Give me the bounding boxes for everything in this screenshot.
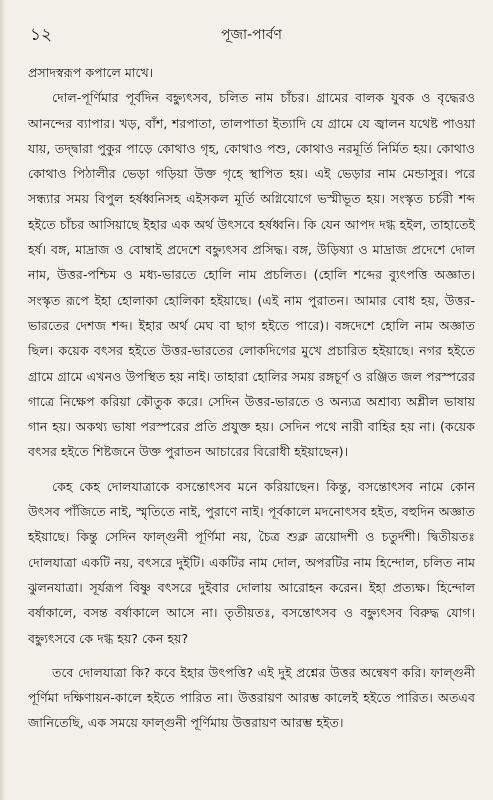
body-text (28, 60, 475, 736)
page-number: ১২ (30, 25, 53, 45)
paragraph-4: তবে দোলযাত্রা কি? কবে ইহার উৎপত্তি? এই দুই প্রশ্নের উত্তর অন্বেষণ করি। ফাল্গুনী পূর্ণিমা দক্ষিণায়ন-কালে হইতে পারিত না। উত্তরায়ণ আরম্ভ কালেই হইতে পারিত। অতএব জানিতেছি, এক সময়ে ফাল্গুনী পূর্ণিমায় উত্তরায়ণ আরম্ভ হইত। (28, 664, 475, 731)
paragraph-2: দোল-পূর্ণিমার পূর্বদিন বহ্ন্যুৎসব, চলিত নাম চাঁচর। গ্রামের বালক যুবক ও বৃদ্ধেরও আনন্দের ব্যাপার। খড়, বাঁশ, শরপাতা, তালপাতা ইত্যাদি যে গ্রামে যে জ্বালন যথেষ্ট পাওয়া যায়, তদ্দ্বারা পুকুর পাড়ে কোথাও গৃহ, কোথাও পশু, কোথাও নরমূর্তি নির্মিত হয়। কোথাও কোথাও পিঠালীর ভেড়া গড়িয়া উক্ত গৃহে স্থাপিত হয়। এই ভেড়ার নাম মেন্ডাসুর। পরে সন্ধ্যার সময় বিপুল হর্ষধ্বনিসহ এইসকল মূর্তি অগ্নিযোগে ভস্মীভূত হয়। সংস্কৃত চর্চরী শব্দ হইতে চাঁচর আসিয়াছে ইহার এক অর্থ উৎসবে হর্ষধ্বনি। কি যেন আপদ দগ্ধ হইল, তাহাতেই হর্ষ। বঙ্গ, মাদ্রাজ ও বোম্বাই প্রদেশে বহ্ন্যুৎসব প্রসিদ্ধ। বঙ্গ, উড়িষ্যা ও মাদ্রাজ প্রদেশে দোল নাম, উত্তর-পশ্চিম ও মধ্য-ভারতে হোলি নাম প্রচলিত। (হোলি শব্দের ব্যুৎপত্তি অজ্ঞাত। সংস্কৃত রূপে ইহা হোলাকা হোলিকা হইয়াছে। (এই নাম পুরাতন। আমার বোধ হয়, উত্তর-ভারতের দেশজ শব্দ। ইহার অর্থ মেঘ বা ছাগ হইতে পারে)। বঙ্গদেশে হোলি নাম অজ্ঞাত ছিল। কয়েক বৎসর হইতে উত্তর-ভারতের লোকদিগের মুখে প্রচারিত হইয়াছে। নগর হইতে গ্রামে গ্রামে এখনও উপস্থিত হয় নাই। তাহারা হোলির সময় রঙ্গচূর্ণ ও রঞ্জিত জল পরস্পরের গাত্রে নিক্ষেপ করিয়া কৌতুক করে। সেদিন উত্তর-ভারতে ও অন্যত্র অশ্রাব্য অশ্লীল ভাষায় গান হয়। অকথ্য ভাষা পরস্পরের প্রতি প্রযুক্ত হয়। সেদিন পথে নারী বাহির হয় না। (কয়েক বৎসর হইতে শিষ্টজনে উক্ত পুরাতন আচারের বিরোধী হইয়াছেন)। (28, 90, 475, 460)
page-edge-shadow (0, 0, 6, 800)
header-title: পূজা-পার্বণ (221, 27, 282, 43)
paragraph-gap (28, 651, 475, 660)
paragraph-1: প্রসাদস্বরূপ কপালে মাখে। (28, 65, 154, 80)
paragraph-3: কেহ কেহ দোলযাত্রাকে বসন্তোৎসব মনে করিয়াছেন। কিন্তু, বসন্তোৎসব নামে কোন উৎসব পাঁজিতে নাই, স্মৃতিতে নাই, পুরাণে নাই। পূর্বকালে মদনোৎসব হইত, বহুদিন অজ্ঞাত হইয়াছে। কিন্তু সেদিন ফাল্গুনী পূর্ণিমা নয়, চৈত্র শুক্ল ত্রয়োদশী ও চতুর্দশী। দ্বিতীয়তঃ দোলযাত্রা একটি নয়, বৎসরে দুইটি। একটির নাম দোল, অপরটির নাম হিন্দোল, চলিত নাম ঝুলনযাত্রা। সূর্যরূপ বিষ্ণু বৎসরে দুইবার দোলায় আরোহন করেন। ইহা প্রত্যক্ষ। হিন্দোল বর্ষাকালে, বসন্ত বর্ষাকালে আসে না। তৃতীয়তঃ, বসন্তোৎসব ও বহ্ন্যুৎসব বিরুদ্ধ যোগ। বহ্ন্যুৎসবে কে দগ্ধ হয়? কেন হয়? (28, 478, 475, 646)
running-head (28, 24, 475, 46)
paragraph-gap (28, 465, 475, 474)
